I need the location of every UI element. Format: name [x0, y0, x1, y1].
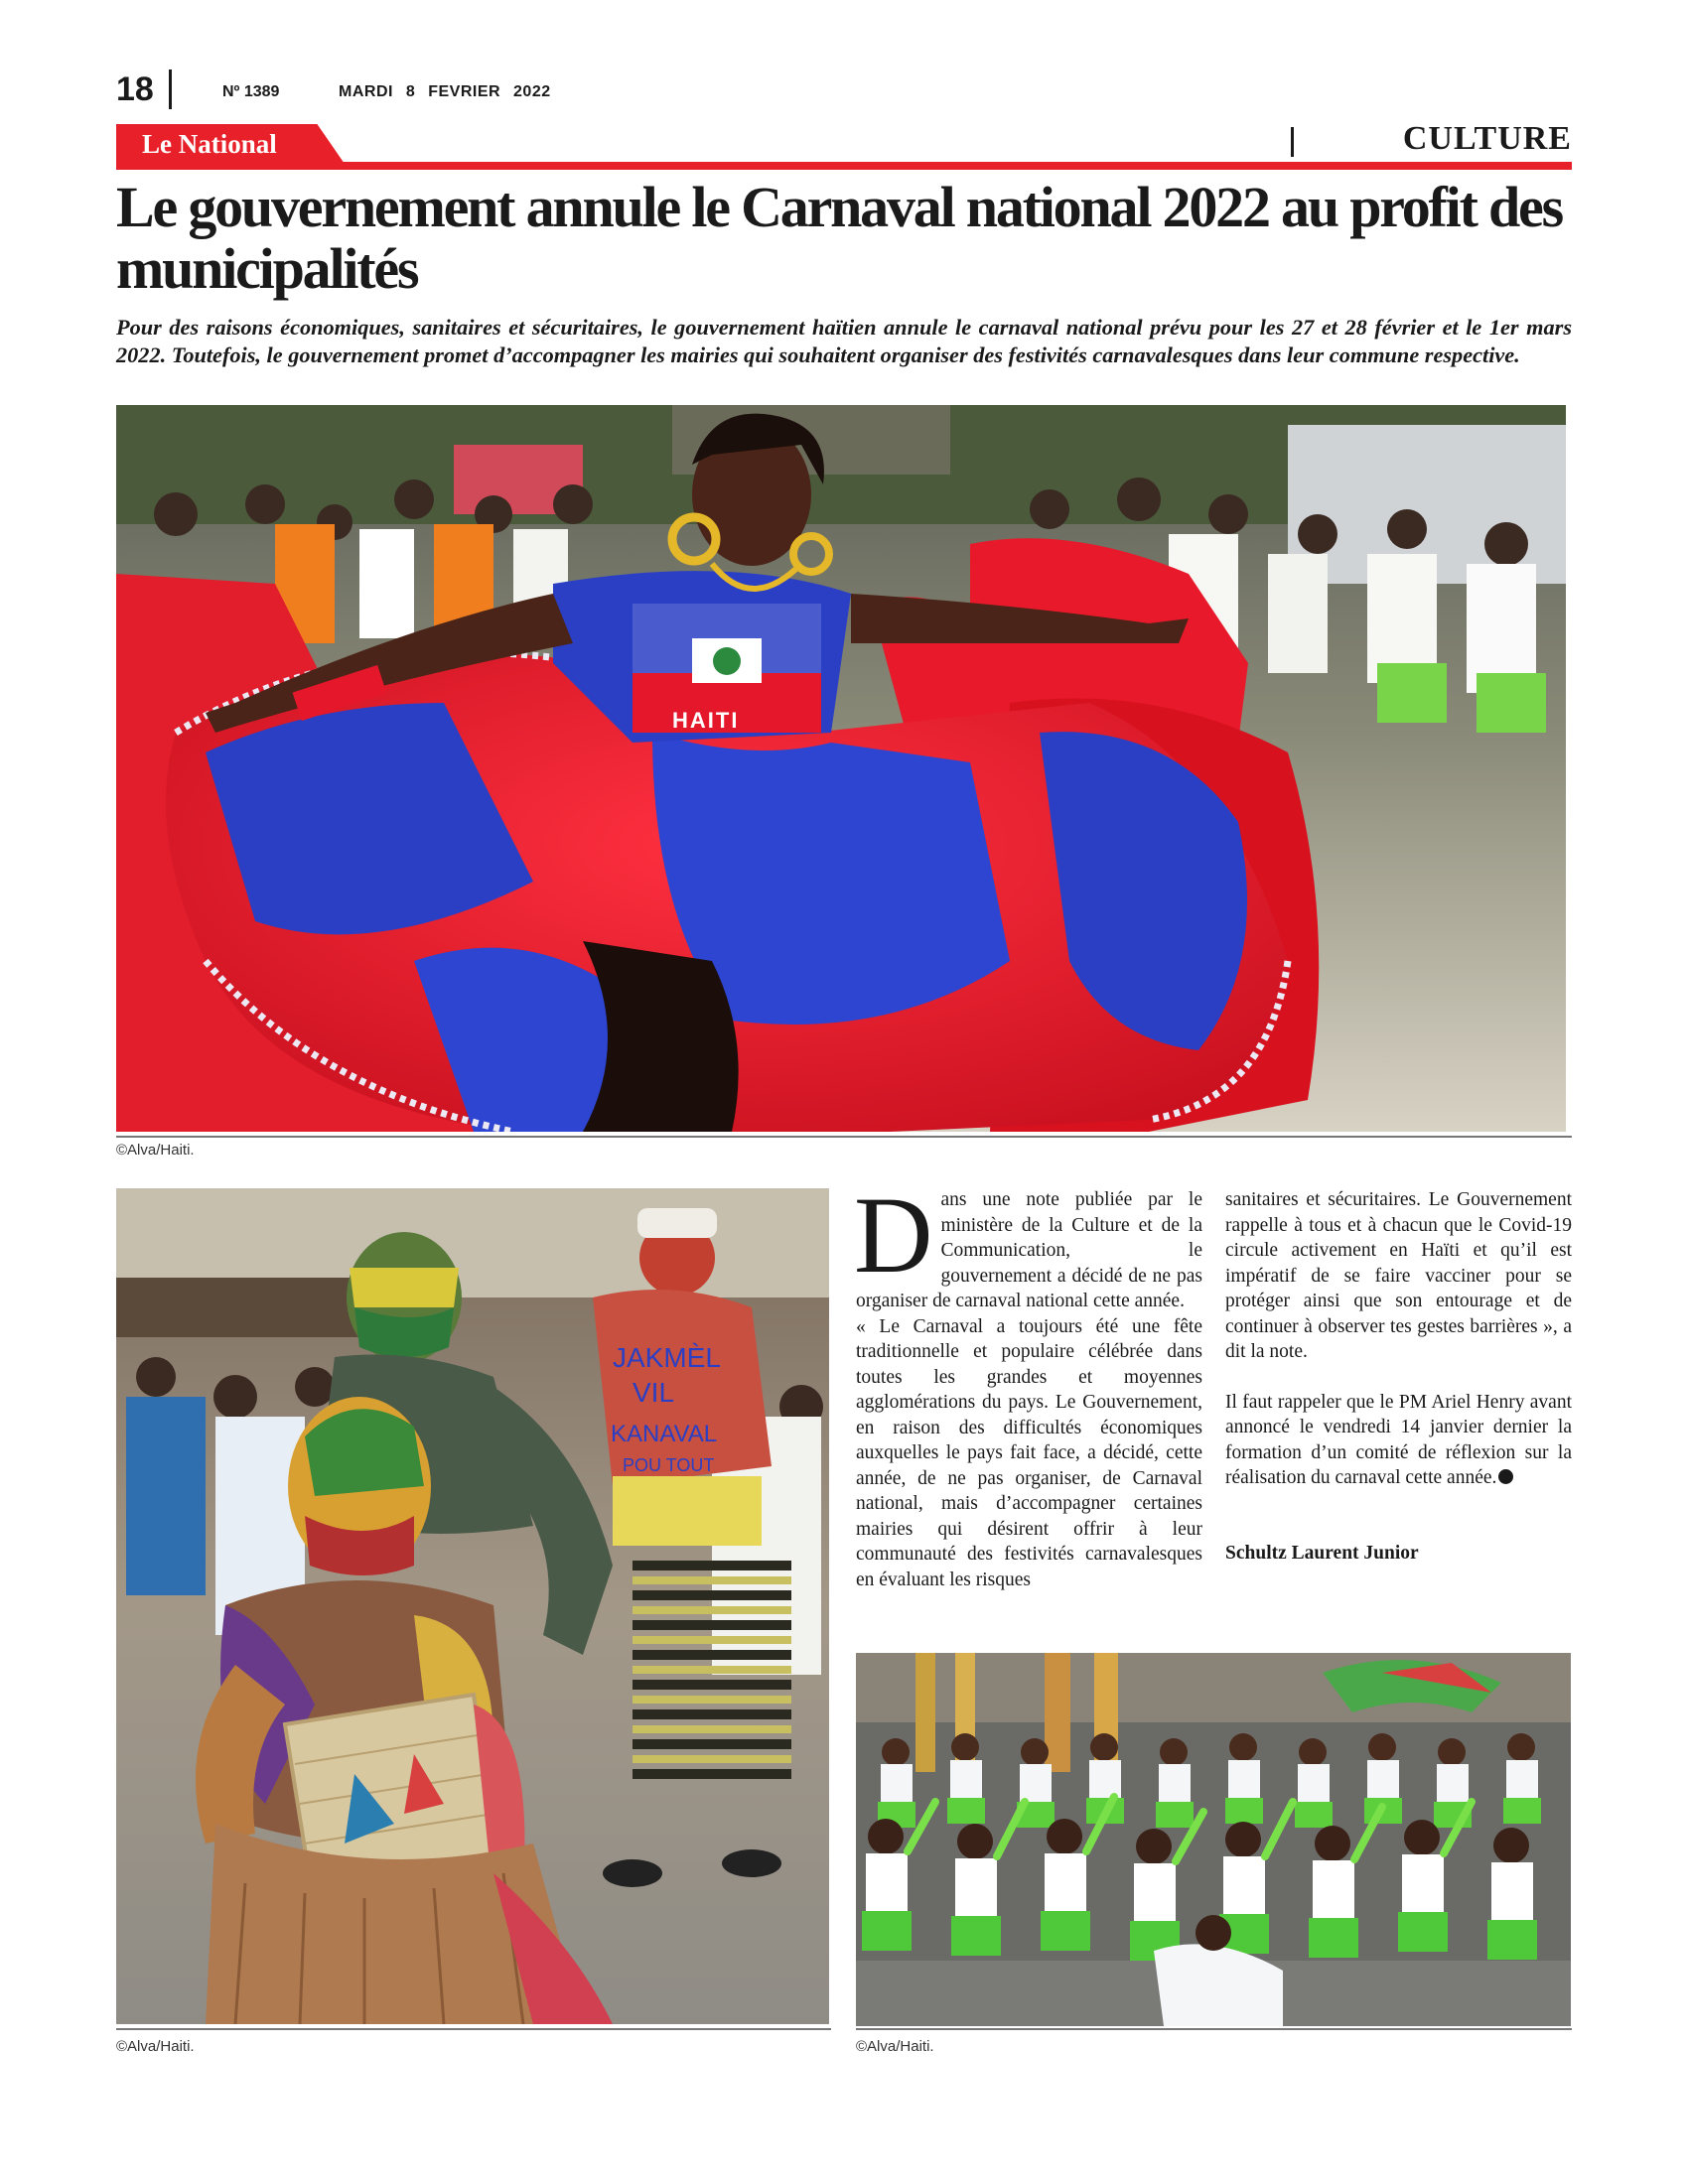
article-headline: Le gouvernement annule le Carnaval national 2022 au profit des municipalités: [116, 175, 1562, 301]
dress-text: HAITI: [672, 708, 740, 733]
right-photo-rule: [856, 2028, 1572, 2030]
right-photo-credit: ©Alva/Haiti.: [856, 2038, 934, 2055]
article-column-2: [1225, 1187, 1572, 1566]
article-paragraph-1-text: ans une note publiée par le ministère de la Culture et de la Communication, le gouvernement a décidé de ne pas organiser de carnaval national cette année.: [856, 1189, 1202, 1311]
page-number-divider: [169, 69, 172, 109]
left-photo-credit: ©Alva/Haiti.: [116, 2038, 195, 2055]
main-photo-credit: ©Alva/Haiti.: [116, 1142, 195, 1159]
body-paint-line-4: POU TOUT: [623, 1455, 715, 1475]
issue-date: MARDI 8 FEVRIER 2022: [339, 83, 551, 100]
right-photo-dancers-street: [856, 1653, 1571, 2026]
left-photo-painted-revelers: [116, 1188, 829, 2024]
article-paragraph-1: [854, 1174, 1202, 1314]
body-paint-line-3: KANAVAL: [611, 1421, 718, 1447]
main-photo-rule: [116, 1136, 1572, 1138]
publication-name: Le National: [142, 129, 277, 159]
article-author: Schultz Laurent Junior: [1225, 1542, 1419, 1564]
end-of-article-icon: [1498, 1469, 1513, 1484]
main-photo-carnival-dancer: [116, 405, 1566, 1132]
article-lead: Pour des raisons économiques, sanitaires et sécuritaires, le gouvernement haïtien annule le carnaval national prévu pour les 27 et 28 février et le 1er mars 2022. Toutefois, le gouvernement promet d’accompagner les mairies qui souhaitent organiser des festivités carnavalesques dans leur commune respective.: [116, 315, 1572, 367]
drop-cap: D: [854, 1174, 933, 1296]
left-photo-rule: [116, 2028, 831, 2030]
page-number: 18: [116, 70, 154, 108]
article-paragraph-3: sanitaires et sécuritaires. Le Gouvernement rappelle à tous et à chacun que le Covid-19 circule activement en Haïti et qu’il est impératif de se faire vacciner pour se protéger ainsi que son entourage et de continuer à observer tes gestes barrières », a dit la note.: [1225, 1189, 1572, 1362]
body-paint-line-1: JAKMÈL: [613, 1342, 721, 1373]
article-paragraph-2: « Le Carnaval a toujours été une fête traditionnelle et populaire célébrée dans toutes les grandes et moyennes agglomérations du pays. Le Gouvernement, en raison des difficultés économiques auxquelles le pays fait face, a décidé, cette année, de ne pas organiser, de Carnaval national, mais d’accompagner certaines mairies qui désirent offrir à leur communauté des festivités carnavalesques en évaluant les risques: [856, 1315, 1202, 1590]
article-paragraph-4: [1225, 1390, 1572, 1491]
article-column-1: [854, 1174, 1202, 1592]
section-divider: [1291, 127, 1294, 157]
article-paragraph-4-text: Il faut rappeler que le PM Ariel Henry avant annoncé le vendredi 14 janvier dernier la formation d’un comité de réflexion sur la réalisation du carnaval cette année.: [1225, 1391, 1572, 1488]
section-label: CULTURE: [1402, 120, 1572, 157]
body-paint-line-2: VIL: [633, 1377, 675, 1408]
issue-number: Nº 1389: [222, 83, 280, 100]
